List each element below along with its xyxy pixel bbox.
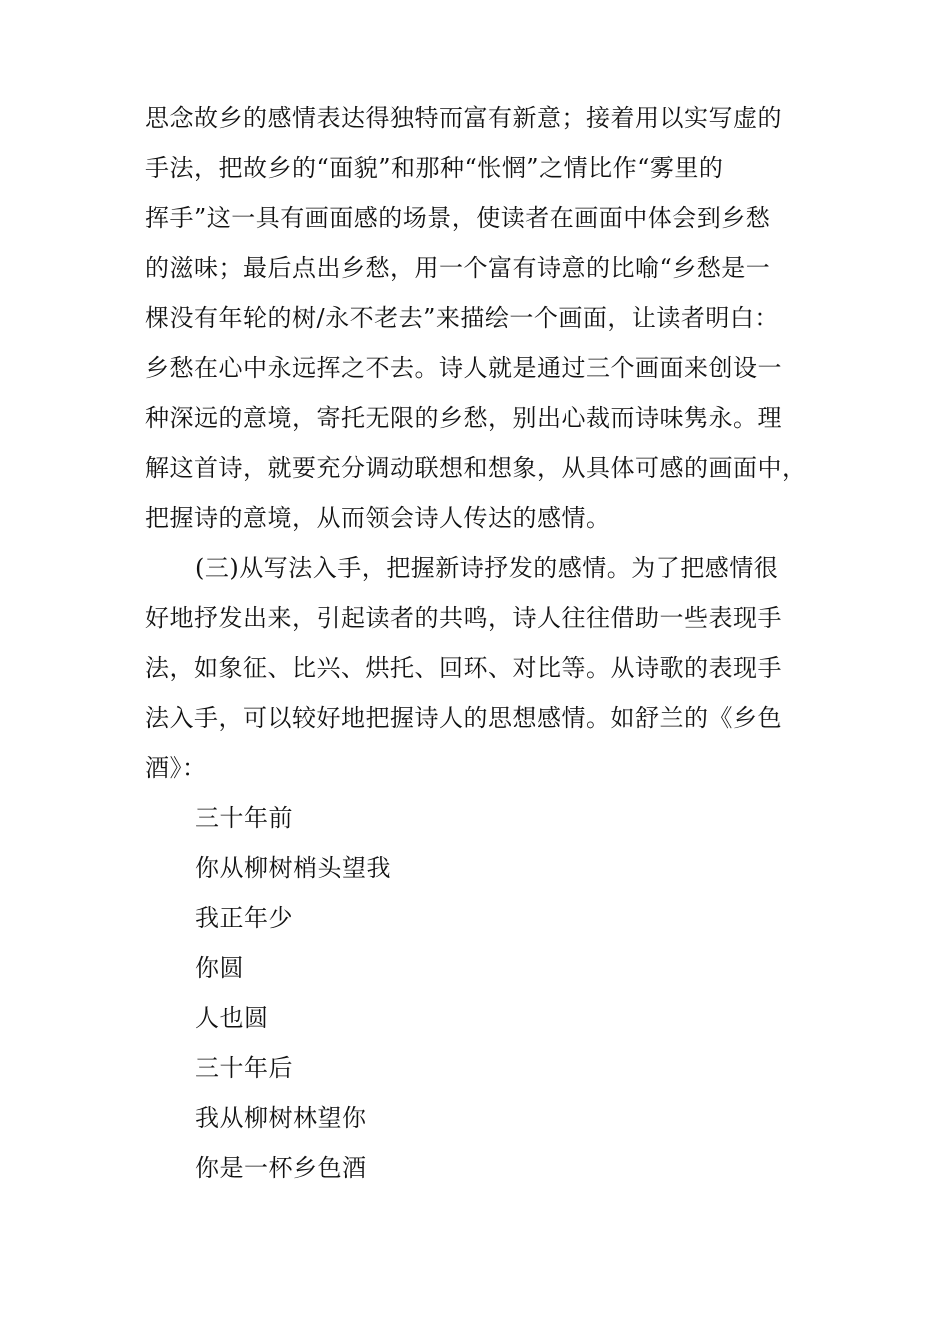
poem-line: 你是一杯乡色酒 <box>195 1154 367 1182</box>
poem-line: 你圆 <box>195 954 244 982</box>
text-line: 的滋味；最后点出乡愁，用一个富有诗意的比喻“乡愁是一 <box>145 254 771 282</box>
text-line: 法入手，可以较好地把握诗人的思想感情。如舒兰的《乡色 <box>145 704 782 732</box>
text-line: 解这首诗，就要充分调动联想和想象，从具体可感的画面中， <box>145 454 807 482</box>
text-line: 手法，把故乡的“面貌”和那种“怅惘”之情比作“雾里的 <box>145 154 724 182</box>
text-line: 把握诗的意境，从而领会诗人传达的感情。 <box>145 504 611 532</box>
poem-line: 人也圆 <box>195 1004 269 1032</box>
text-line: 挥手”这一具有画面感的场景，使读者在画面中体会到乡愁 <box>145 204 771 232</box>
text-line: 好地抒发出来，引起读者的共鸣，诗人往往借助一些表现手 <box>145 604 782 632</box>
poem-line: 我正年少 <box>195 904 293 932</box>
text-line: 棵没有年轮的树/永不老去”来描绘一个画面，让读者明白： <box>145 304 779 332</box>
text-line: 酒》： <box>145 754 207 782</box>
poem-line: 三十年前 <box>195 804 293 832</box>
text-line: 乡愁在心中永远挥之不去。诗人就是通过三个画面来创设一 <box>145 354 782 382</box>
text-line: 法，如象征、比兴、烘托、回环、对比等。从诗歌的表现手 <box>145 654 782 682</box>
text-line: (三)从写法入手，把握新诗抒发的感情。为了把感情很 <box>195 554 779 582</box>
poem-line: 三十年后 <box>195 1054 293 1082</box>
poem-line: 你从柳树梢头望我 <box>195 854 391 882</box>
poem-line: 我从柳树林望你 <box>195 1104 367 1132</box>
text-line: 思念故乡的感情表达得独特而富有新意；接着用以实写虚的 <box>145 104 782 132</box>
text-line: 种深远的意境，寄托无限的乡愁，别出心裁而诗味隽永。理 <box>145 404 782 432</box>
